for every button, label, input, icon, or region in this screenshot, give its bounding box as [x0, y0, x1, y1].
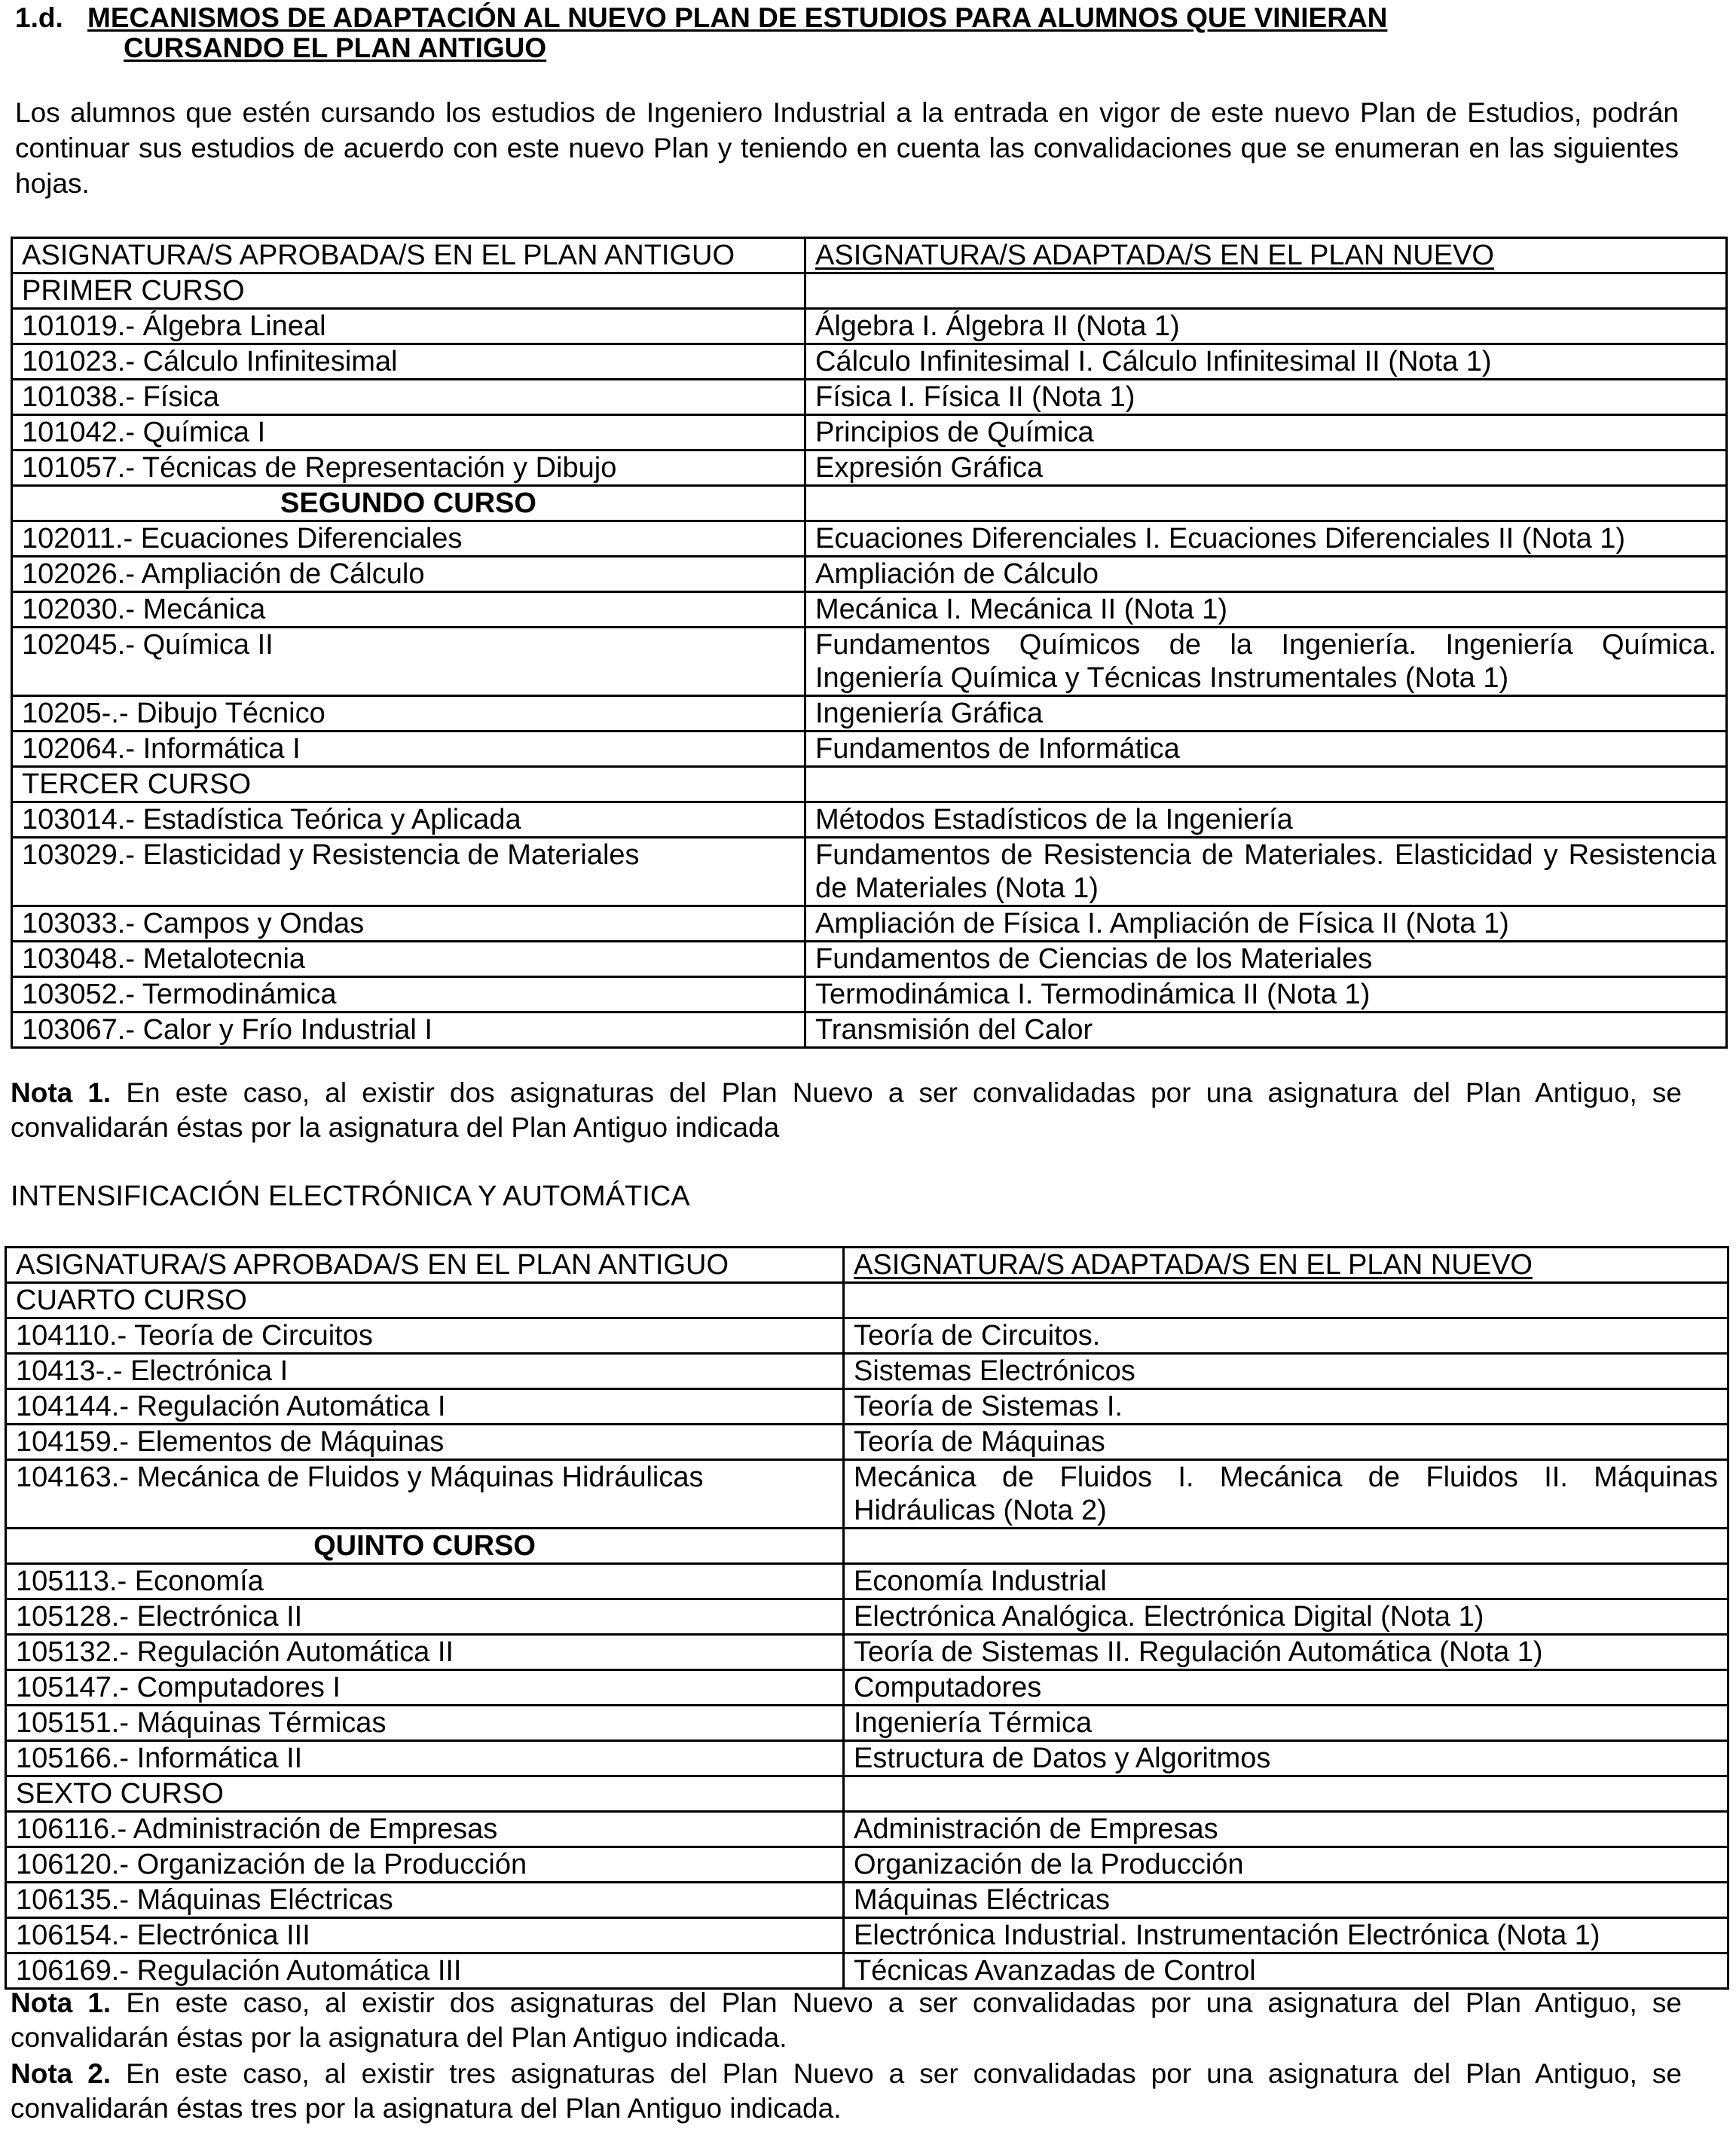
- course-row: [6, 1529, 1728, 1564]
- table-row: [6, 1741, 1728, 1776]
- new-subject: Fundamentos Químicos de la Ingeniería. Ingeniería Química. Ingeniería Química y Técnicas Instrumentales (Nota 1): [805, 628, 1727, 696]
- new-subject: Principios de Química: [805, 415, 1727, 451]
- course-empty-cell: [844, 1776, 1728, 1812]
- table-row: [12, 309, 1727, 344]
- old-subject: 102064.- Informática I: [12, 732, 805, 767]
- new-subject: Estructura de Datos y Algoritmos: [844, 1741, 1728, 1776]
- header-new-plan: ASIGNATURA/S ADAPTADA/S EN EL PLAN NUEVO: [844, 1248, 1728, 1283]
- old-subject: 104110.- Teoría de Circuitos: [6, 1318, 844, 1354]
- table-row: [12, 732, 1727, 767]
- new-subject: Máquinas Eléctricas: [844, 1883, 1728, 1918]
- old-subject: 103014.- Estadística Teórica y Aplicada: [12, 802, 805, 838]
- new-subject: Transmisión del Calor: [805, 1013, 1727, 1048]
- table-header-row: [6, 1248, 1728, 1283]
- new-subject: Ampliación de Física I. Ampliación de Física II (Nota 1): [805, 906, 1727, 942]
- old-subject: 105132.- Regulación Automática II: [6, 1635, 844, 1670]
- table-row: [6, 1812, 1728, 1847]
- table-header-row: [12, 238, 1727, 273]
- table-row: [12, 415, 1727, 451]
- old-subject: 104163.- Mecánica de Fluidos y Máquinas Hidráulicas: [6, 1460, 844, 1529]
- table-row: [6, 1918, 1728, 1953]
- old-subject: 103033.- Campos y Ondas: [12, 906, 805, 942]
- table-row: [6, 1564, 1728, 1599]
- new-subject: Teoría de Sistemas II. Regulación Automática (Nota 1): [844, 1635, 1728, 1670]
- note-1-electronics: [11, 1986, 1682, 2055]
- new-subject: Cálculo Infinitesimal I. Cálculo Infinitesimal II (Nota 1): [805, 344, 1727, 380]
- new-subject: Fundamentos de Resistencia de Materiales. Elasticidad y Resistencia de Materiales (Nota 1): [805, 838, 1727, 906]
- old-subject: 104144.- Regulación Automática I: [6, 1389, 844, 1425]
- old-subject: 10413-.- Electrónica I: [6, 1354, 844, 1389]
- table-row: [6, 1953, 1728, 1989]
- new-subject: Teoría de Sistemas I.: [844, 1389, 1728, 1425]
- new-subject: Fundamentos de Informática: [805, 732, 1727, 767]
- new-subject: Mecánica de Fluidos I. Mecánica de Fluidos II. Máquinas Hidráulicas (Nota 2): [844, 1460, 1728, 1529]
- old-subject: 101019.- Álgebra Lineal: [12, 309, 805, 344]
- old-subject: 103067.- Calor y Frío Industrial I: [12, 1013, 805, 1048]
- header-new-plan: ASIGNATURA/S ADAPTADA/S EN EL PLAN NUEVO: [805, 238, 1727, 273]
- new-subject: Ingeniería Gráfica: [805, 696, 1727, 732]
- old-subject: 106169.- Regulación Automática III: [6, 1953, 844, 1989]
- new-subject: Teoría de Circuitos.: [844, 1318, 1728, 1354]
- table-row: [6, 1425, 1728, 1460]
- new-subject: Métodos Estadísticos de la Ingeniería: [805, 802, 1727, 838]
- table-row: [6, 1354, 1728, 1389]
- old-subject: 105128.- Electrónica II: [6, 1599, 844, 1635]
- new-subject: Teoría de Máquinas: [844, 1425, 1728, 1460]
- old-subject: 102030.- Mecánica: [12, 592, 805, 628]
- course-empty-cell: [805, 486, 1727, 521]
- old-subject: 106120.- Organización de la Producción: [6, 1847, 844, 1883]
- old-subject: 101057.- Técnicas de Representación y Dibujo: [12, 451, 805, 486]
- note-1-general: [11, 1076, 1682, 1145]
- old-subject: 105166.- Informática II: [6, 1741, 844, 1776]
- table-row: [6, 1883, 1728, 1918]
- new-subject: Ingeniería Térmica: [844, 1706, 1728, 1741]
- course-label: TERCER CURSO: [12, 767, 805, 802]
- old-subject: 101042.- Química I: [12, 415, 805, 451]
- new-subject: Sistemas Electrónicos: [844, 1354, 1728, 1389]
- course-label: SEGUNDO CURSO: [12, 486, 805, 521]
- course-row: [12, 767, 1727, 802]
- course-row: [6, 1283, 1728, 1318]
- new-subject: Economía Industrial: [844, 1564, 1728, 1599]
- intro-paragraph: Los alumnos que estén cursando los estudios de Ingeniero Industrial a la entrada en vigor de este nuevo Plan de Estudios, podrán continuar sus estudios de acuerdo con este nuevo Plan y teniendo en cuenta las convalidaciones que se enumeran en las siguientes hojas.: [15, 97, 1679, 199]
- table-row: [12, 696, 1727, 732]
- old-subject: 101038.- Física: [12, 380, 805, 415]
- table-row: [12, 344, 1727, 380]
- new-subject: Computadores: [844, 1670, 1728, 1706]
- table-row: [12, 942, 1727, 977]
- new-subject: Ecuaciones Diferenciales I. Ecuaciones Diferenciales II (Nota 1): [805, 521, 1727, 557]
- table-row: [6, 1670, 1728, 1706]
- new-subject: Electrónica Analógica. Electrónica Digital (Nota 1): [844, 1599, 1728, 1635]
- table-row: [6, 1847, 1728, 1883]
- table-row: [6, 1318, 1728, 1354]
- new-subject: Técnicas Avanzadas de Control: [844, 1953, 1728, 1989]
- course-row: [6, 1776, 1728, 1812]
- old-subject: 10205-.- Dibujo Técnico: [12, 696, 805, 732]
- old-subject: 106154.- Electrónica III: [6, 1918, 844, 1953]
- new-subject: Mecánica I. Mecánica II (Nota 1): [805, 592, 1727, 628]
- old-subject: 103052.- Termodinámica: [12, 977, 805, 1013]
- old-subject: 102011.- Ecuaciones Diferenciales: [12, 521, 805, 557]
- intensification-title: INTENSIFICACIÓN ELECTRÓNICA Y AUTOMÁTICA: [11, 1181, 690, 1212]
- old-subject: 105113.- Economía: [6, 1564, 844, 1599]
- convalidation-table-general: [11, 237, 1728, 1049]
- old-subject: 105151.- Máquinas Térmicas: [6, 1706, 844, 1741]
- note-label: Nota 1.: [11, 1987, 112, 2018]
- old-subject: 106135.- Máquinas Eléctricas: [6, 1883, 844, 1918]
- table-row: [6, 1599, 1728, 1635]
- new-subject: Ampliación de Cálculo: [805, 557, 1727, 592]
- note-label: Nota 2.: [11, 2058, 112, 2089]
- heading-line-1: MECANISMOS DE ADAPTACIÓN AL NUEVO PLAN DE ESTUDIOS PARA ALUMNOS QUE VINIERAN: [87, 2, 1388, 33]
- header-old-plan: ASIGNATURA/S APROBADA/S EN EL PLAN ANTIGUO: [6, 1248, 844, 1283]
- course-row: [12, 486, 1727, 521]
- new-subject: Administración de Empresas: [844, 1812, 1728, 1847]
- table-row: [12, 380, 1727, 415]
- header-old-plan: ASIGNATURA/S APROBADA/S EN EL PLAN ANTIGUO: [12, 238, 805, 273]
- new-subject: Organización de la Producción: [844, 1847, 1728, 1883]
- new-subject: Física I. Física II (Nota 1): [805, 380, 1727, 415]
- course-label: SEXTO CURSO: [6, 1776, 844, 1812]
- old-subject: 103048.- Metalotecnia: [12, 942, 805, 977]
- table-row: [6, 1706, 1728, 1741]
- table-row: [6, 1635, 1728, 1670]
- note-2-electronics: [11, 2057, 1682, 2126]
- old-subject: 102045.- Química II: [12, 628, 805, 696]
- new-subject: Expresión Gráfica: [805, 451, 1727, 486]
- convalidation-table-electronics: [5, 1246, 1729, 1990]
- old-subject: 102026.- Ampliación de Cálculo: [12, 557, 805, 592]
- old-subject: 105147.- Computadores I: [6, 1670, 844, 1706]
- table-row: [6, 1389, 1728, 1425]
- course-label: PRIMER CURSO: [12, 273, 805, 309]
- new-subject: Electrónica Industrial. Instrumentación Electrónica (Nota 1): [844, 1918, 1728, 1953]
- table-row: [12, 628, 1727, 696]
- new-subject: Fundamentos de Ciencias de los Materiales: [805, 942, 1727, 977]
- section-heading: [15, 3, 1718, 63]
- table-row: [12, 451, 1727, 486]
- old-subject: 106116.- Administración de Empresas: [6, 1812, 844, 1847]
- course-label: CUARTO CURSO: [6, 1283, 844, 1318]
- table-row: [12, 906, 1727, 942]
- new-subject: Termodinámica I. Termodinámica II (Nota 1): [805, 977, 1727, 1013]
- course-empty-cell: [805, 767, 1727, 802]
- course-row: [12, 273, 1727, 309]
- note-text: En este caso, al existir tres asignaturas del Plan Nuevo a ser convalidadas por una asignatura del Plan Antiguo, se convalidarán éstas tres por la asignatura del Plan Antiguo indicada.: [11, 2058, 1683, 2124]
- table-row: [12, 1013, 1727, 1048]
- old-subject: 104159.- Elementos de Máquinas: [6, 1425, 844, 1460]
- note-label: Nota 1.: [11, 1077, 112, 1108]
- table-row: [6, 1460, 1728, 1529]
- course-empty-cell: [844, 1529, 1728, 1564]
- table-row: [12, 592, 1727, 628]
- table-row: [12, 521, 1727, 557]
- note-text: En este caso, al existir dos asignaturas del Plan Nuevo a ser convalidadas por una asignatura del Plan Antiguo, se convalidarán éstas por la asignatura del Plan Antiguo indicada: [11, 1077, 1683, 1143]
- course-label: QUINTO CURSO: [6, 1529, 844, 1564]
- table-row: [12, 977, 1727, 1013]
- old-subject: 103029.- Elasticidad y Resistencia de Materiales: [12, 838, 805, 906]
- course-empty-cell: [805, 273, 1727, 309]
- table-row: [12, 802, 1727, 838]
- heading-number: 1.d.: [15, 2, 63, 33]
- old-subject: 101023.- Cálculo Infinitesimal: [12, 344, 805, 380]
- heading-line-2: CURSANDO EL PLAN ANTIGUO: [124, 32, 547, 63]
- course-empty-cell: [844, 1283, 1728, 1318]
- table-row: [12, 557, 1727, 592]
- table-row: [12, 838, 1727, 906]
- new-subject: Álgebra I. Álgebra II (Nota 1): [805, 309, 1727, 344]
- note-text: En este caso, al existir dos asignaturas del Plan Nuevo a ser convalidadas por una asignatura del Plan Antiguo, se convalidarán éstas por la asignatura del Plan Antiguo indicada.: [11, 1987, 1683, 2053]
